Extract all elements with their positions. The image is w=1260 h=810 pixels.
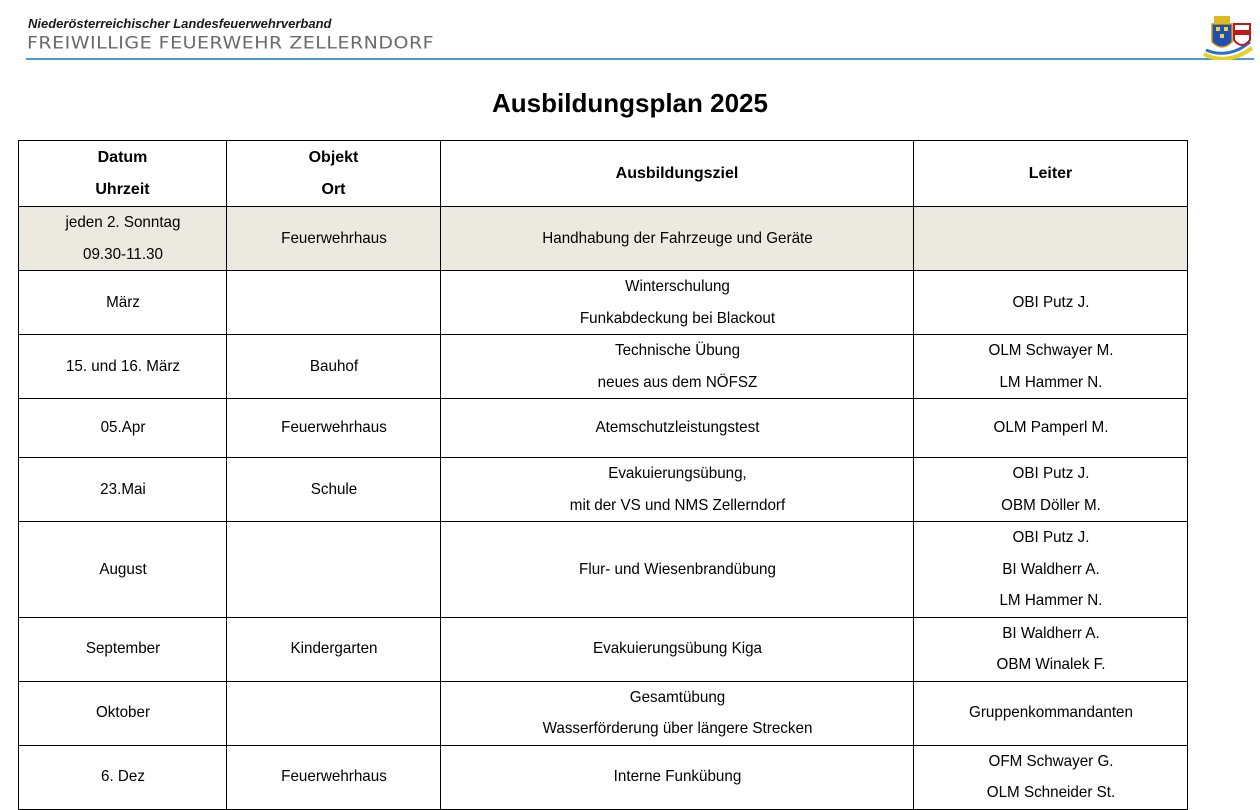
cell-datum [24, 617, 222, 681]
table-row [19, 617, 1188, 681]
cell-datum-line: Oktober [95, 704, 150, 722]
cell-ort-line: Feuerwehrhaus [280, 419, 387, 437]
cell-datum-line: 23.Mai [99, 480, 146, 498]
cell-ziel-line: neues aus dem NÖFSZ [597, 373, 757, 391]
cell-leiter-line: OBM Winalek F. [996, 656, 1105, 673]
cell-ziel-line: Funkabdeckung bei Blackout [579, 309, 775, 327]
cell-ziel-line: Atemschutzleistungstest [595, 419, 759, 437]
cell-leiter-line: LM Hammer N. [998, 592, 1103, 609]
cell-ziel-line: Technische Übung [614, 342, 740, 359]
cell-ort-line: Feuerwehrhaus [280, 768, 387, 786]
organization-name: Niederösterreichischer Landesfeuerwehrverband [28, 16, 332, 31]
cell-ziel-line: Handhabung der Fahrzeuge und Geräte [541, 229, 813, 247]
cell-ziel [452, 207, 901, 271]
cell-datum [24, 681, 222, 745]
cell-ziel [452, 271, 901, 335]
cell-leiter [920, 617, 1180, 681]
column-header-line: Datum [97, 149, 148, 166]
cell-ort [232, 399, 435, 458]
cell-leiter [920, 681, 1180, 745]
cell-ort-line: Schule [310, 480, 357, 498]
cell-datum-line: März [105, 293, 140, 311]
cell-ziel [452, 745, 901, 809]
cell-datum [24, 335, 222, 399]
cell-leiter-line: OBI Putz J. [1012, 529, 1089, 546]
table-row [19, 745, 1188, 809]
coat-of-arms-icon [1198, 10, 1254, 60]
cell-leiter-line: OBI Putz J. [1012, 465, 1089, 482]
cell-ort-line: Feuerwehrhaus [280, 229, 387, 247]
cell-ziel-line: Evakuierungsübung, [607, 465, 747, 482]
cell-ort-line: Bauhof [309, 357, 358, 375]
cell-leiter-line: Gruppenkommandanten [968, 704, 1133, 722]
cell-leiter-line: OLM Schneider St. [986, 784, 1115, 801]
table-row [19, 271, 1188, 335]
cell-leiter-line: BI Waldherr A. [1001, 560, 1100, 578]
cell-ort [232, 271, 435, 335]
cell-datum [24, 207, 222, 271]
department-name: FREIWILLIGE FEUERWEHR ZELLERNDORF [27, 33, 435, 53]
cell-ort [232, 522, 435, 618]
column-header-leiter [914, 141, 1188, 207]
cell-datum [24, 745, 222, 809]
cell-ziel-line: Interne Funkübung [613, 768, 741, 786]
cell-ziel-line: Winterschulung [624, 278, 730, 295]
cell-datum [24, 399, 222, 458]
cell-ort [232, 335, 435, 399]
cell-ziel-line: Wasserförderung über längere Strecken [542, 720, 812, 737]
table-row [19, 207, 1188, 271]
cell-datum-line: 05.Apr [100, 419, 145, 437]
column-header-ziel [441, 141, 914, 207]
cell-leiter [920, 399, 1180, 458]
cell-ziel [452, 458, 901, 522]
table-row [19, 681, 1188, 745]
cell-leiter-line: OFM Schwayer G. [987, 752, 1113, 770]
cell-datum-line: 15. und 16. März [65, 357, 180, 375]
cell-ort [232, 207, 435, 271]
cell-ziel-line: Flur- und Wiesenbrandübung [578, 560, 776, 578]
cell-leiter-line: OBI Putz J. [1012, 293, 1089, 311]
cell-ort [232, 681, 435, 745]
cell-leiter-line: LM Hammer N. [998, 373, 1103, 391]
cell-ziel-line: Gesamtübung [629, 688, 725, 706]
column-header-line: Ort [321, 180, 346, 198]
cell-leiter [920, 745, 1180, 809]
column-header-datum [19, 141, 227, 207]
cell-ort-line: Kindergarten [289, 640, 378, 658]
cell-datum-line: 6. Dez [100, 768, 145, 786]
table-row [19, 458, 1188, 522]
cell-leiter-line: OBM Döller M. [1000, 496, 1101, 514]
column-header-line: Objekt [308, 149, 359, 166]
table-row [19, 522, 1188, 618]
table-header-row [19, 141, 1188, 207]
cell-leiter [920, 458, 1180, 522]
column-header-line: Leiter [1028, 164, 1073, 182]
cell-ziel [452, 522, 901, 618]
table-row [19, 335, 1188, 399]
cell-ort [232, 617, 435, 681]
cell-ziel [452, 681, 901, 745]
cell-datum-line: September [85, 640, 160, 658]
cell-datum [24, 458, 222, 522]
column-header-ort [227, 141, 441, 207]
column-header-line: Ausbildungsziel [615, 164, 739, 182]
cell-datum [24, 271, 222, 335]
cell-leiter-line: BI Waldherr A. [1001, 624, 1100, 642]
cell-datum-line: August [98, 560, 147, 578]
cell-leiter-line: OLM Pamperl M. [993, 419, 1108, 437]
cell-ort [232, 458, 435, 522]
cell-ort [232, 745, 435, 809]
cell-ziel-line: Evakuierungsübung Kiga [592, 640, 762, 658]
cell-leiter-line: OLM Schwayer M. [987, 342, 1114, 359]
cell-ziel [452, 617, 901, 681]
cell-leiter [920, 207, 1180, 271]
header-divider [26, 58, 1254, 60]
training-schedule-table [18, 140, 1188, 810]
cell-datum-line: 09.30-11.30 [82, 245, 163, 263]
cell-ziel [452, 399, 901, 458]
page-title: Ausbildungsplan 2025 [492, 88, 768, 118]
cell-leiter [920, 522, 1180, 618]
table-row [19, 399, 1188, 458]
cell-leiter [920, 271, 1180, 335]
cell-leiter [920, 335, 1180, 399]
cell-ziel [452, 335, 901, 399]
cell-datum [24, 522, 222, 618]
cell-datum-line: jeden 2. Sonntag [65, 214, 180, 231]
cell-ziel-line: mit der VS und NMS Zellerndorf [569, 496, 785, 514]
column-header-line: Uhrzeit [95, 180, 150, 198]
